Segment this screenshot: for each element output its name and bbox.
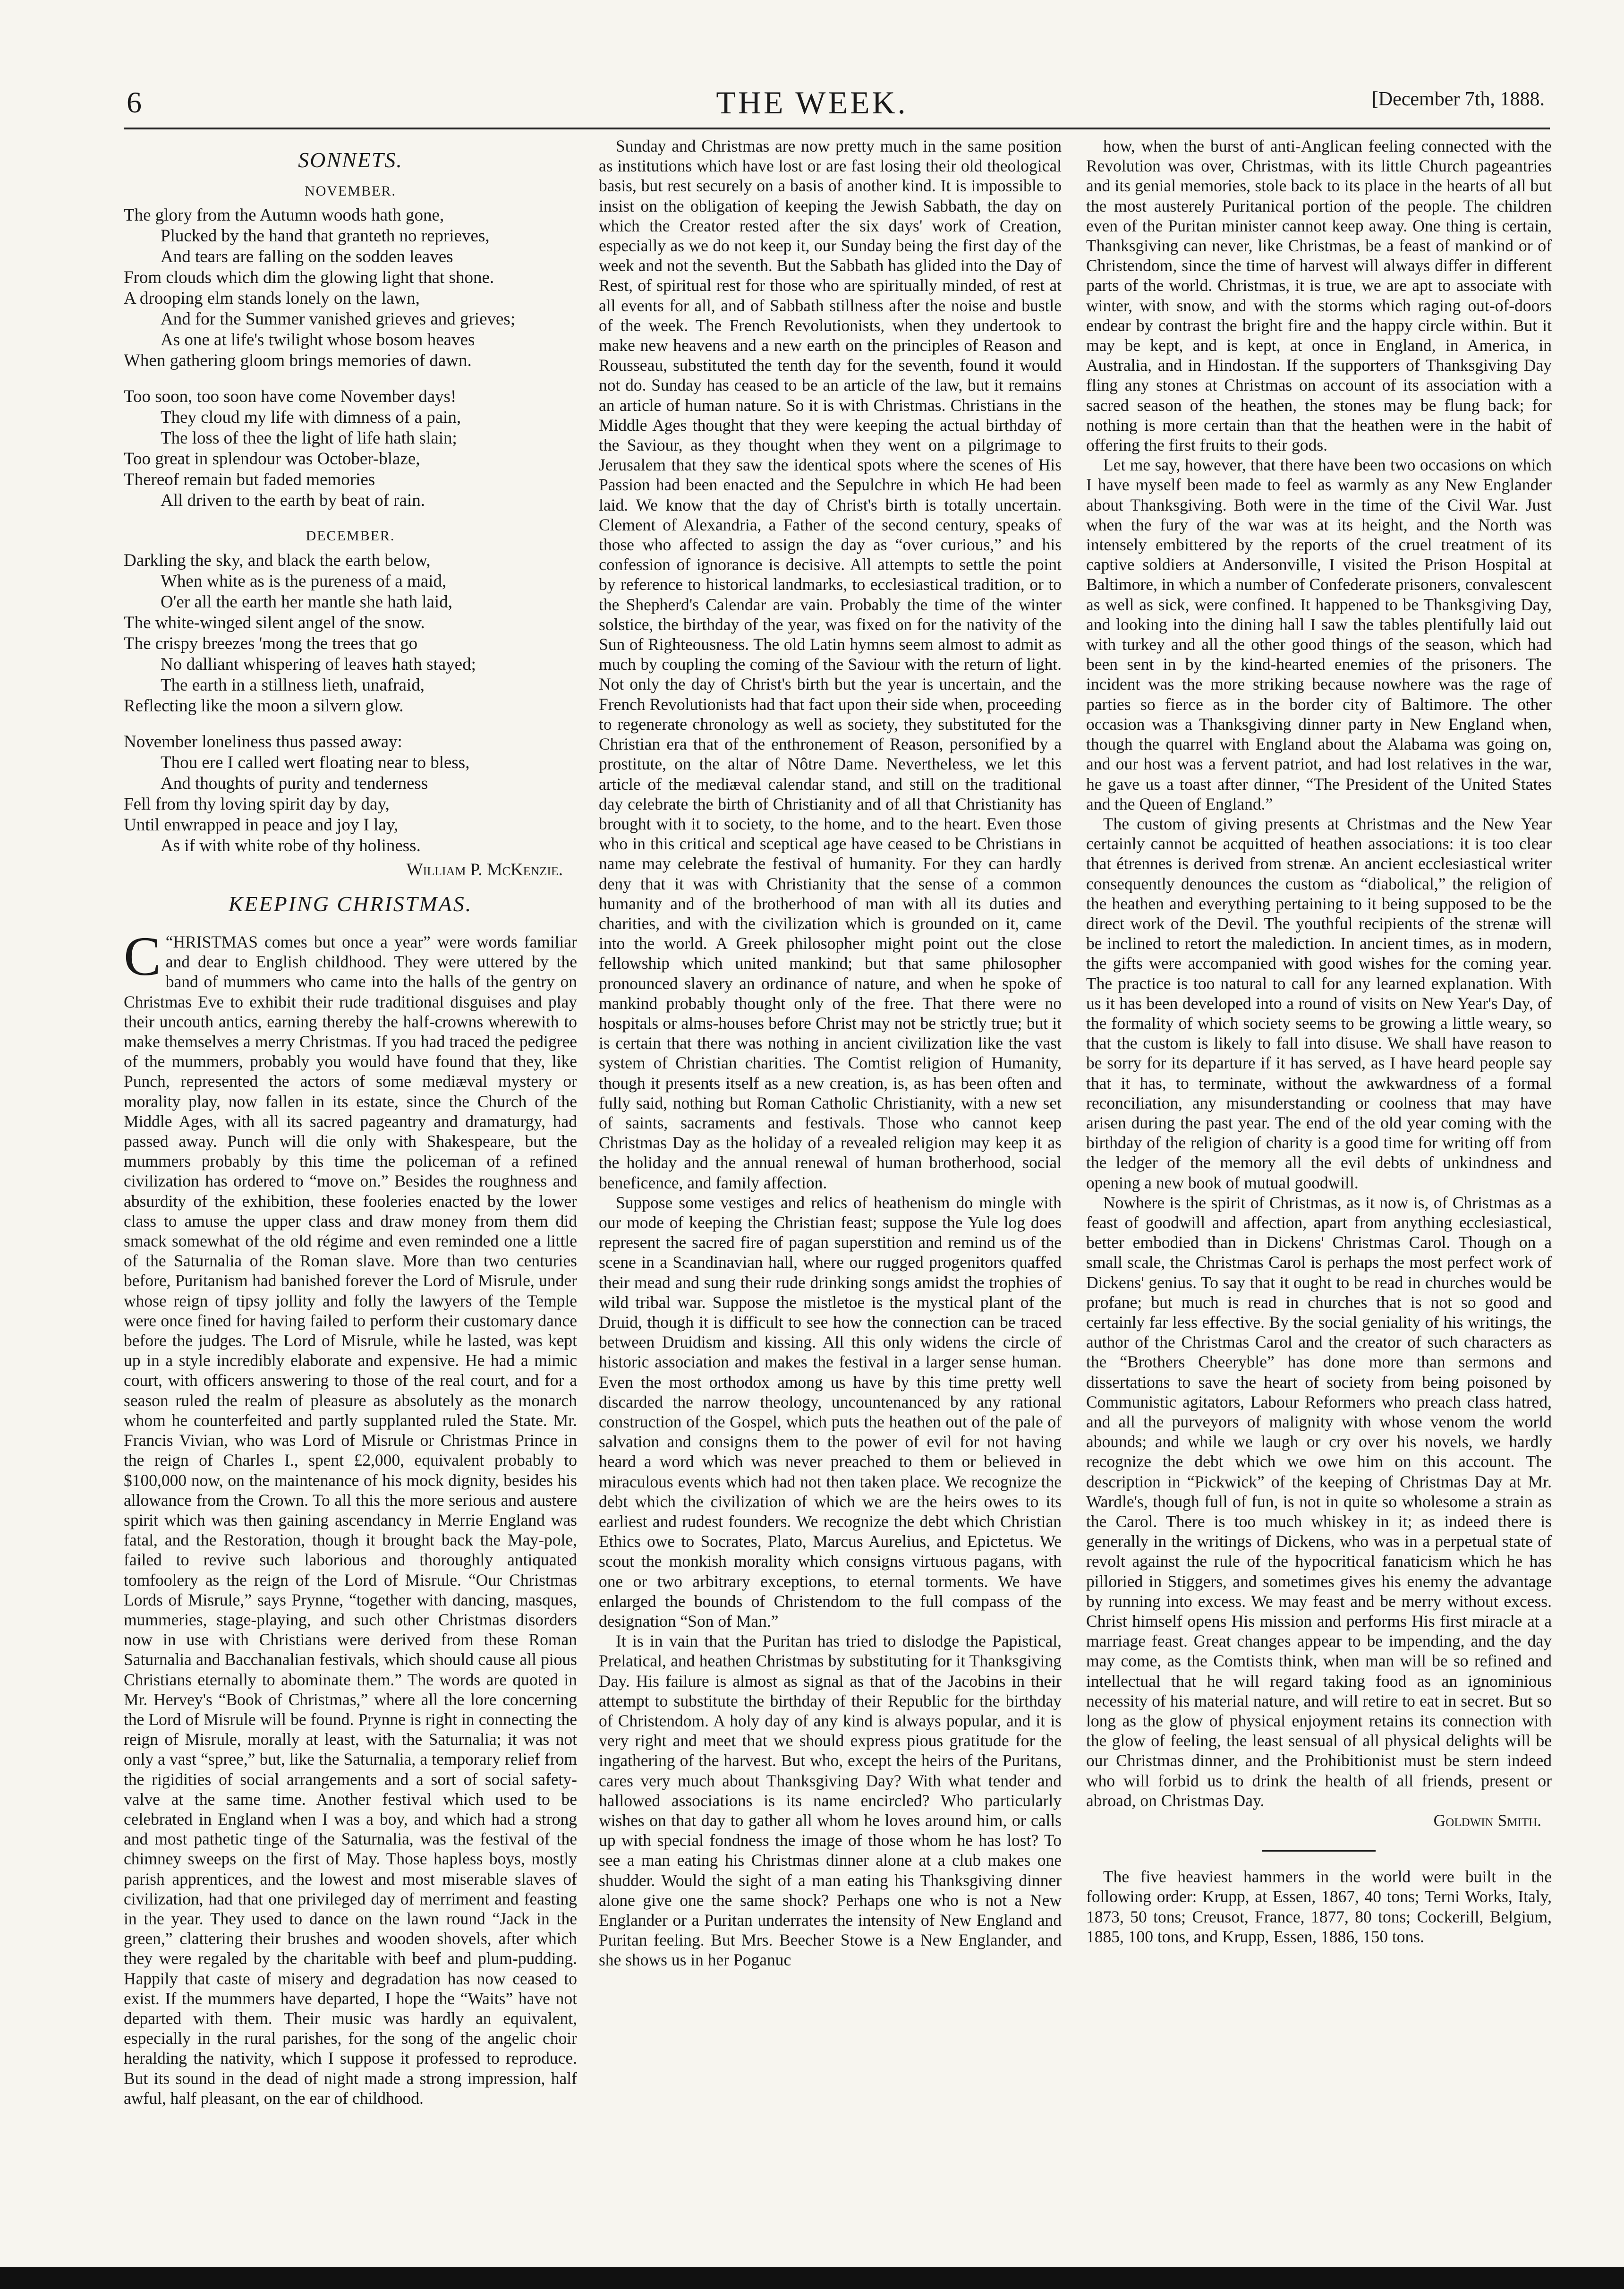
verse-line: The earth in a stillness lieth, unafraid,: [161, 675, 425, 695]
verse-line: And for the Summer vanished grieves and grieves;: [161, 309, 516, 329]
notice-divider: [1262, 1850, 1376, 1852]
drop-cap: C: [124, 925, 161, 988]
verse-line: Reflecting like the moon a silvern glow.: [124, 696, 404, 716]
article-title: KEEPING CHRISTMAS.: [228, 891, 473, 916]
issue-date: [December 7th, 1888.: [1371, 88, 1545, 110]
verse-line: A drooping elm stands lonely on the lawn,: [124, 289, 420, 308]
verse-line: As one at life's twilight whose bosom heaves: [161, 330, 475, 350]
article-body-col1: [124, 925, 577, 2108]
article-author: Goldwin Smith.: [1433, 1811, 1541, 1830]
stanza: [124, 386, 577, 511]
verse-line: Darkling the sky, and black the earth below,: [124, 550, 431, 570]
column-2: [599, 136, 1062, 2289]
verse-line: They cloud my life with dimness of a pain,: [161, 408, 461, 427]
scan-edge: [0, 2267, 1624, 2289]
verse-line: November loneliness thus passed away:: [124, 732, 402, 752]
verse-line: And thoughts of purity and tenderness: [161, 773, 428, 793]
article-paragraph: The custom of giving presents at Christmas and the New Year certainly cannot be acquitted of heathen associations: it is too clear that étrennes is derived from strenæ. An ancient ecclesiastical writer consequently denounces the custom as “diabolical,” the religion of the heathen and everything pertaining to it being supposed to be the direct work of the Devil. The youthful recipients of the strenæ will be inclined to retort the malediction. In ancient times, as in modern, the gifts were accompanied with good wishes for the coming year. The practice is too natural to call for any learned explanation. With us it has been developed into a round of visits on New Year's Day, of the formality of which society seems to be growing a little weary, so that the custom is likely to fall into disuse. We shall have reason to be sorry for its departure if it has served, as I have heard people say that it has, to terminate, without the awkwardness of a formal reconciliation, any misunderstanding or coolness that may have arisen during the past year. The end of the old year coming with the birthday of the religion of charity is a good time for writing off from the ledger of the memory all the evil debts of unkindness and opening a new book of mutual goodwill.: [1086, 814, 1552, 1192]
sonnet-author: [124, 860, 563, 880]
column-3: [1086, 136, 1552, 2289]
verse-line: Thou ere I called wert floating near to bless,: [161, 752, 470, 772]
verse-line: O'er all the earth her mantle she hath laid,: [161, 592, 452, 612]
article-paragraph: Sunday and Christmas are now pretty much in the same position as institutions which have lost or are fast losing their old theological basis, but rest securely on a basis of another kind. It is impossible to insist on the obligation of keeping the Jewish Sabbath, the day on which the Creator rested after the six days' work of Creation, especially as we do not keep it, our Sunday being the first day of the week and not the seventh. But the Sabbath has glided into the Day of Rest, of spiritual rest for those who are spiritually minded, of rest at all events for all, and of Sabbath stillness after the noise and bustle of the week. The French Revolutionists, when they undertook to make new heavens and a new earth on the principles of Reason and Rousseau, substituted the tenth day for the seventh, found it would not do. Sunday has ceased to be an article of the law, but it remains an article of human nature. So it is with Christmas. Christians in the Middle Ages thought that they were keeping the actual birthday of the Saviour, as they thought when they went on a pilgrimage to Jerusalem that they saw the identical spots where the scenes of His Passion had been enacted and the Sepulchre in which He had been laid. We know that the day of Christ's birth is totally uncertain. Clement of Alexandria, a Father of the second century, speaks of those who affected to assign the day as “over curious,” and his confession of ignorance is decisive. All attempts to settle the point by reference to historical landmarks, to ecclesiastical tradition, or to the Shepherd's Calendar are vain. Probably the time of the winter solstice, the birthday of the year, was fixed on for the nativity of the Sun of Righteousness. The old Latin hymns seem almost to admit as much by coupling the coming of the Saviour with the return of light. Not only the day of Christ's birth but the year is uncertain, and the French Revolutionists had that fact upon their side when, proceeding to regenerate chronology as well as society, they substituted for the Christian era that of the enthronement of Reason, personified by a prostitute, on the altar of Nôtre Dame. Nevertheless, we let this article of the mediæval calendar stand, and still on the traditional day celebrate the birth of Christianity and of all that Christianity has brought with it to society, to the home, and to the heart. Even those who in this critical and sceptical age have ceased to be Christians in name may celebrate the festival of humanity. For they can hardly deny that it was with Christianity that the sense of a common humanity and of the brotherhood of man with all its duties and charities, and with the civilization which is grounded on it, came into the world. A Greek philosopher might point out the close fellowship which united mankind; but that same philosopher pronounced slavery an ordinance of nature, and when he spoke of mankind probably thought only of the free. That there were no hospitals or alms-houses before Christ may not be strictly true; but it is certain that there was nothing in ancient civilization like the vast system of Christian charities. The Comtist religion of Humanity, though it presents itself as a new creation, is, as has been often and fully said, nothing but Roman Catholic Christianity, with a new set of saints, sacraments and festivals. Those who cannot keep Christmas Day as the holiday of a revealed religion may keep it as the holiday and the annual renewal of human brotherhood, social beneficence, and family affection.: [599, 137, 1062, 1192]
article-paragraph: Let me say, however, that there have been two occasions on which I have myself been made to feel as warmly as any New Englander about Thanksgiving. Both were in the time of the Civil War. Just when the fury of the war was at its height, and the North was intensely embittered by the reports of the cruel treatment of its captive soldiers at Andersonville, I visited the Prison Hospital at Baltimore, in which a number of Confederate prisoners, convalescent as well as sick, were confined. It happened to be Thanksgiving Day, and looking into the dining hall I saw the tables plentifully laid out with turkey and all the other good things of the season, which had been sent in by the kind-hearted enemies of the prisoners. The incident was the more striking because nowhere was the rage of parties so fierce as in the border city of Baltimore. The other occasion was a Thanksgiving dinner party in New England when, though the quarrel with England about the Alabama was going on, and our host was a fervent patriot, and had lost relatives in the war, he gave us a toast after dinner, “The President of the United States and the Queen of England.”: [1086, 455, 1552, 813]
november-heading: NOVEMBER.: [305, 183, 396, 199]
verse-line: When gathering gloom brings memories of dawn.: [124, 351, 472, 371]
stanza: [124, 205, 577, 371]
verse-line: Fell from thy loving spirit day by day,: [124, 794, 390, 814]
verse-line: Plucked by the hand that granteth no reprieves,: [161, 226, 490, 246]
stanza: [124, 550, 577, 717]
verse-line: Until enwrapped in peace and joy I lay,: [124, 815, 399, 835]
paragraph-text: “HRISTMAS comes but once a year” were words familiar and dear to English childhood. They were uttered by the band of mummers who came into the halls of the gentry on Christmas Eve to exhibit their rude traditional disguises and play their uncouth antics, earning thereby the half-crowns wherewith to make themselves a merry Christmas. If you had traced the pedigree of the mummers, probably you would have found that they, like Punch, represented the actors of some mediæval mystery or morality play, now fallen in its estate, since the Church of the Middle Ages, with all its sacred pageantry and dramaturgy, had passed away. Punch will die only with Shakespeare, but the mummers probably by this time the policeman of a refined civilization has ordered to “move on.” Besides the roughness and absurdity of the exhibition, these fooleries enacted by the lower class to amuse the upper class and draw money from them did smack somewhat of the old régime and even reminded one a little of the Saturnalia of the Roman slave. More than two centuries before, Puritanism had banished forever the Lord of Misrule, under whose reign of tipsy jollity and folly the lawyers of the Temple were once fined for having failed to perform their customary dance before the judges. The Lord of Misrule, while he lasted, was kept up in a style incredibly elaborate and expensive. He had a mimic court, with officers answering to those of the real court, and for a season ruled the realm of pleasure as absolutely as the monarch whom he counterfeited and partly supplanted ruled the State. Mr. Francis Vivian, who was Lord of Misrule or Christmas Prince in the reign of Charles I., spent £2,000, equivalent probably to $100,000 now, on the maintenance of his mock dignity, besides his allowance from the Crown. To all this the more serious and austere spirit which was then gaining ascendancy in Merrie England was fatal, and the Restoration, though it brought back the May-pole, failed to revive such laborious and thoroughly antiquated tomfoolery as the reign of the Lord of Misrule. “Our Christmas Lords of Misrule,” says Prynne, “together with dancing, masques, mummeries, stage-playing, and such other Christmas disorders now in use with Christians were derived from these Roman Saturnalia and Bacchanalian festivals, which should cause all pious Christians eternally to abominate them.” The words are quoted in Mr. Hervey's “Book of Christmas,” where all the lore concerning the Lord of Misrule will be found. Prynne is right in connecting the reign of Misrule, morally at least, with the Saturnalia; it was not only a vast “spree,” but, like the Saturnalia, a temporary relief from the rigidities of social arrangements and a sort of social safety-valve at the same time. Another festival which used to be celebrated in England when I was a boy, and which had a strong and most pathetic tinge of the Saturnalia, was the festival of the chimney sweeps on the first of May. Those hapless boys, mostly parish apprentices, and the lowest and most miserable slaves of civilization, had that one privileged day of merriment and feasting in the year. They used to dance on the lawn round “Jack in the green,” clattering their brushes and wooden shovels, after which they were regaled by the charitable with beef and plum-pudding. Happily that caste of misery and degradation has now ceased to exist. If the mummers have departed, I hope the “Waits” have not departed with them. Their music was hardly an equivalent, especially in the rural parishes, for the song of the angelic choir heralding the nativity, which I suppose it professed to reproduce. But its sound in the dead of night made a strong impression, half awful, half pleasant, on the ear of childhood.: [124, 932, 577, 2108]
verse-line: The glory from the Autumn woods hath gone,: [124, 205, 444, 225]
verse-line: The loss of thee the light of life hath slain;: [161, 428, 457, 448]
sonnets-title: SONNETS.: [298, 148, 403, 172]
hammers-notice: The five heaviest hammers in the world were built in the following order: Krupp, at Essen, 1867, 40 tons; Terni Works, Italy, 1873, 50 tons; Creusot, France, 1877, 80 tons; Cockerill, Belgium, 1885, 100 tons, and Krupp, Essen, 1886, 150 tons.: [1086, 1867, 1552, 1946]
journal-title: THE WEEK.: [716, 85, 908, 120]
verse-line: From clouds which dim the glowing light that shone.: [124, 268, 494, 288]
verse-line: As if with white robe of thy holiness.: [161, 836, 421, 855]
article-paragraph: It is in vain that the Puritan has tried to dislodge the Papistical, Prelatical, and heathen Christmas by substituting for it Thanksgiving Day. His failure is almost as signal as that of the Jacobins in their attempt to substitute the birthday of their Republic for the birthday of Christendom. A holy day of any kind is always popular, and it is very right and meet that we should express pious gratitude for the ingathering of the harvest. But who, except the heirs of the Puritans, cares very much about Thanksgiving Day? With what tender and hallowed associations is its name encircled? Who particularly wishes on that day to gather all whom he loves around him, or calls up with special fondness the image of those whom he has lost? To see a man eating his Christmas dinner alone at a club makes one shudder. Would the sight of a man eating his Thanksgiving dinner alone give one the same shock? Perhaps one who is not a New Englander or a Puritan underrates the intensity of New England and Puritan feeling. But Mrs. Beecher Stowe is a New Englander, and she shows us in her Poganuc: [599, 1631, 1062, 1970]
stanza: [124, 732, 577, 856]
verse-line: When white as is the pureness of a maid,: [161, 571, 447, 591]
article-paragraph: how, when the burst of anti-Anglican feeling connected with the Revolution was over, Christmas, with its little Church pageantries and its genial memories, stole back to its place in the hearts of all but the most austerely Puritanical portion of the people. The children even of the Puritan minister cannot keep away. One thing is certain, Thanksgiving can never, like Christmas, be a feast of mankind or of Christendom, since the time of harvest will always differ in different parts of the world. Christmas, it is true, we are apt to associate with winter, with snow, and with the storms which raging out-of-doors endear by contrast the bright fire and the happy circle within. But it may be kept, and is kept, at once in England, in America, in Australia, and in Hindostan. If the supporters of Thanksgiving Day fling any stones at Christmas on account of its association with a sacred season of the heathen, the stones may be flung back; for nothing is more certain than that the heathen were in the habit of offering the first fruits to their gods.: [1086, 137, 1552, 455]
page-number: 6: [127, 85, 142, 119]
verse-line: No dalliant whispering of leaves hath stayed;: [161, 654, 476, 674]
article-paragraph: Nowhere is the spirit of Christmas, as it now is, of Christmas as a feast of goodwill and affection, apart from anything ecclesiastical, better embodied than in Dickens' Christmas Carol. Though on a small scale, the Christmas Carol is perhaps the most perfect work of Dickens' genius. To say that it ought to be read in churches would be profane; but much is read in churches that is not so good and certainly far less effective. By the social geniality of his writings, the author of the Christmas Carol and the creator of such characters as the “Brothers Cheeryble” has done more than sermons and dissertations to save the heart of society from being poisoned by Communistic agitators, Labour Reformers who preach class hatred, and all the purveyors of malignity with whose venom the world abounds; and while we laugh or cry over his novels, we hardly recognize the debt which we owe him on this account. The description in “Pickwick” of the keeping of Christmas Day at Mr. Wardle's, though full of fun, is not in quite so wholesome a strain as the Carol. There is too much whiskey in it; as indeed there is generally in the writings of Dickens, who was in a perpetual state of revolt against the rule of the hypocritical fanaticism which he has pilloried in Stiggers, and sometimes gives his enemy the advantage by running into excess. We may feast and be merry without excess. Christ himself opens His mission and performs His first miracle at a marriage feast. Great changes appear to be impending, and the day may come, as the Comtists think, when man will be so refined and intellectual that he will regard taking food as an ignominious necessity of his material nature, and will retire to eat in secret. But so long as the glow of physical enjoyment retains its connection with the glow of feeling, the least sensual of all physical delights will be our Christmas dinner, and the Prohibitionist must be stern indeed who will forbid us to drink the health of all friends, present or abroad, on Christmas Day.: [1086, 1193, 1552, 1810]
verse-line: Too great in splendour was October-blaze,: [124, 449, 420, 469]
article-paragraph: [124, 925, 577, 2108]
verse-line: Too soon, too soon have come November days!: [124, 387, 457, 407]
verse-line: The crispy breezes 'mong the trees that go: [124, 633, 418, 653]
sonnet-author-name: William P. McKenzie.: [406, 860, 563, 880]
december-heading: DECEMBER.: [306, 528, 395, 544]
article-paragraph: Suppose some vestiges and relics of heathenism do mingle with our mode of keeping the Christian feast; suppose the Yule log does represent the sacred fire of pagan superstition and remind us of the scene in a Scandinavian hall, where our rugged progenitors quaffed their mead and sung their rude drinking songs amidst the trophies of wild tribal war. Suppose the mistletoe is the mystical plant of the Druid, though it is difficult to see how the connection can be traced between Druidism and kissing. All this only widens the circle of historic association and makes the festival in a larger sense human. Even the most orthodox among us have by this time pretty well discarded the narrow theology, uncountenanced by any rational construction of the Gospel, which puts the heathen out of the pale of salvation and consigns them to the power of evil for not having heard a word which was never preached to them or believed in miraculous events which had not then taken place. We recognize the debt which the civilization of which we are the heirs owes to its earliest and rudest founders. We recognize the debt which Christian Ethics owe to Socrates, Plato, Marcus Aurelius, and Epictetus. We scout the monkish morality which consigns virtuous pagans, with one or two arbitrary exceptions, to eternal torments. We have enlarged the bounds of Christendom to the full compass of the designation “Son of Man.”: [599, 1193, 1062, 1631]
header-rule: [124, 128, 1550, 129]
column-1: [124, 136, 577, 2289]
verse-line: Thereof remain but faded memories: [124, 470, 375, 490]
verse-line: All driven to the earth by beat of rain.: [161, 491, 425, 511]
verse-line: And tears are falling on the sodden leaves: [161, 247, 453, 267]
verse-line: The white-winged silent angel of the snow.: [124, 613, 425, 632]
